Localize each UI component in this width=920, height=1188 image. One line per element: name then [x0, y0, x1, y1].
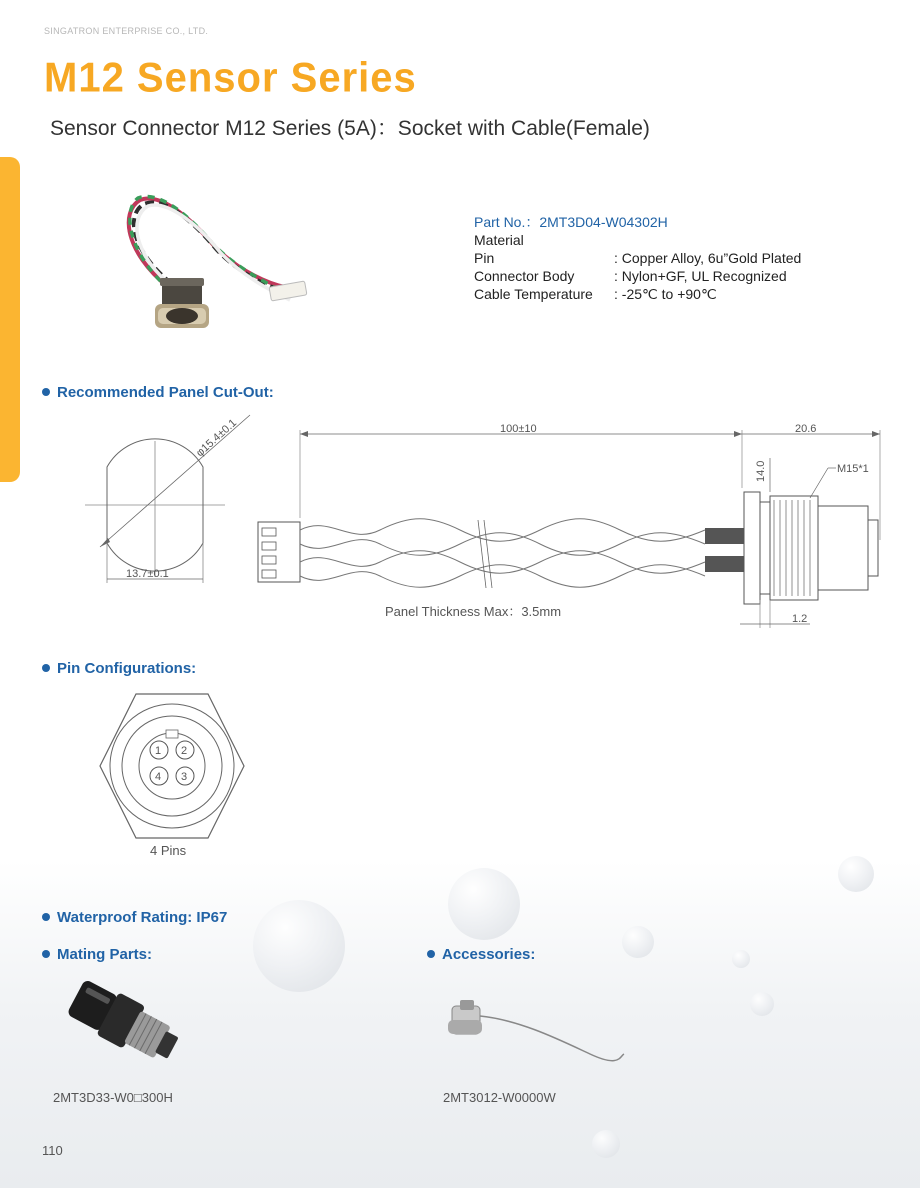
panel-cutout-drawing — [80, 405, 240, 595]
hex-dimension: 14.0 — [755, 460, 767, 482]
section-waterproof — [42, 909, 227, 926]
pin-1-label: 1 — [155, 745, 162, 757]
section-accessories — [427, 946, 535, 963]
decor-bubble — [622, 926, 654, 958]
part-no-label: Part No.： — [474, 214, 540, 230]
decor-bubble — [838, 856, 874, 892]
part-no-value: 2MT3D04-W04302H — [539, 214, 668, 230]
pin-face-drawing — [96, 690, 248, 842]
section-mating — [42, 946, 152, 963]
panel-thickness-note: Panel Thickness Max：3.5mm — [385, 604, 562, 619]
page-number: 110 — [42, 1143, 63, 1158]
offset-dimension: 1.2 — [792, 613, 808, 625]
spec-value: : Copper Alloy, 6u”Gold Plated — [614, 250, 802, 266]
spec-value: : -25℃ to +90℃ — [614, 286, 717, 302]
pin-3-label: 3 — [181, 771, 188, 783]
spec-key: Connector Body — [474, 268, 575, 284]
company-name: SINGATRON ENTERPRISE CO., LTD. — [44, 26, 209, 36]
section-title: Mating Parts: — [57, 946, 153, 963]
spec-row — [474, 267, 801, 285]
pin-4-label: 4 — [155, 771, 162, 783]
material-label: Material — [474, 232, 524, 248]
decor-bubble — [448, 868, 520, 940]
section-cutout — [42, 384, 274, 401]
page-title: M12 Sensor Series — [44, 54, 417, 102]
mating-part-photo — [58, 978, 188, 1073]
spec-key: Cable Temperature — [474, 286, 593, 302]
bullet-icon — [42, 913, 50, 921]
bullet-icon — [42, 950, 50, 958]
spec-key: Pin — [474, 250, 495, 266]
mating-part-name: 2MT3D33-W0□300H — [53, 1090, 173, 1105]
section-title: Pin Configurations: — [57, 660, 197, 677]
accessory-name: 2MT3012-W0000W — [443, 1090, 556, 1105]
decor-bubble — [750, 992, 774, 1016]
cable-assembly-drawing — [250, 410, 890, 640]
spec-block — [474, 213, 801, 303]
spec-row — [474, 285, 801, 303]
length-dimension: 100±10 — [500, 423, 537, 435]
bullet-icon — [427, 950, 435, 958]
section-title: Waterproof Rating: IP67 — [57, 909, 228, 926]
spec-row — [474, 249, 801, 267]
accessory-photo — [440, 990, 630, 1070]
section-title: Accessories: — [442, 946, 536, 963]
side-tab — [0, 157, 20, 482]
cutout-diameter-label: φ15.4±0.1 — [193, 416, 240, 460]
spec-value: : Nylon+GF, UL Recognized — [614, 268, 787, 284]
flange-dimension: 20.6 — [795, 423, 817, 435]
product-photo — [120, 192, 320, 332]
bullet-icon — [42, 388, 50, 396]
cutout-width-label: 13.7±0.1 — [126, 568, 169, 580]
section-pins — [42, 660, 196, 677]
pin-count-caption: 4 Pins — [150, 843, 187, 858]
page-subtitle: Sensor Connector M12 Series (5A)：Socket with Cable(Female) — [50, 117, 650, 140]
decor-bubble — [732, 950, 750, 968]
decor-bubble — [592, 1130, 620, 1158]
thread-label: M15*1 — [837, 463, 869, 475]
bullet-icon — [42, 664, 50, 672]
decor-bubble — [253, 900, 345, 992]
pin-2-label: 2 — [181, 745, 188, 757]
section-title: Recommended Panel Cut-Out: — [57, 384, 274, 401]
